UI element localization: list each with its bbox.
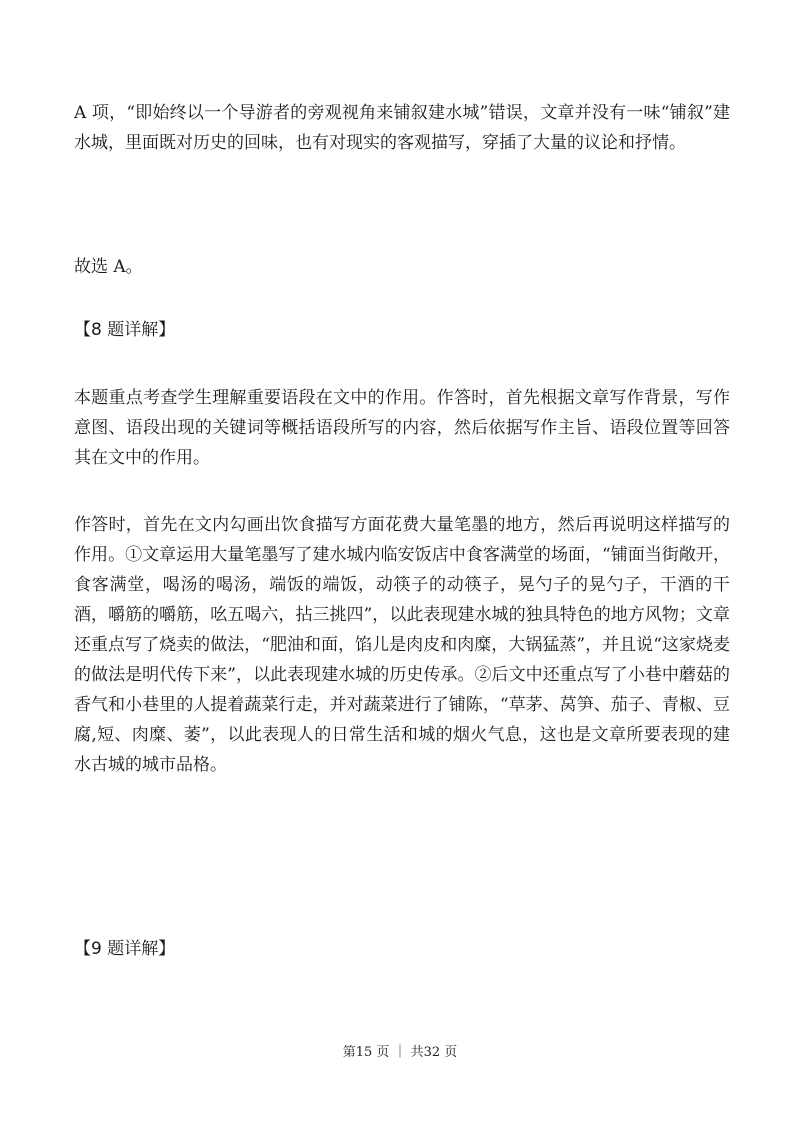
section-heading-q8: 【8 题详解】	[74, 320, 176, 340]
section-heading-q9: 【9 题详解】	[74, 939, 176, 959]
answer-choice: 故选 A。	[74, 257, 143, 277]
page-number: 第15 页 ｜ 共32 页	[342, 1045, 458, 1060]
q8-answer-paragraph: 作答时，首先在文内勾画出饮食描写方面花费大量笔墨的地方，然后再说明这样描写的作用。①文章运用大量笔墨写了建水城内临安饭店中食客满堂的场面，“铺面当街敞开，食客满堂，喝汤的喝汤，端饭的端饭，动筷子的动筷子，晃勺子的晃勺子，干酒的干酒，嚼筋的嚼筋，吆五喝六，拈三挑四”，以此表现建水城的独具特色的地方风物；文章还重点写了烧卖的做法，“肥油和面，馅儿是肉皮和肉糜，大锅猛蒸”，并且说“这家烧麦的做法是明代传下来”，以此表现建水城的历史传承。②后文中还重点写了小巷中蘑菇的香气和小巷里的人提着蔬菜行走，并对蔬菜进行了铺陈，“草茅、莴笋、茄子、青椒、豆腐,短、肉糜、萎”，以此表现人的日常生活和城的烟火气息，这也是文章所要表现的建水古城的城市品格。	[74, 515, 730, 775]
q8-method-paragraph: 本题重点考查学生理解重要语段在文中的作用。作答时，首先根据文章写作背景，写作意图、语段出现的关键词等概括语段所写的内容，然后依据写作主旨、语段位置等回答其在文中的作用。	[74, 388, 730, 468]
page-footer	[0, 1044, 800, 1062]
answer-a-explanation: A 项，“即始终以一个导游者的旁观视角来铺叙建水城”错误，文章并没有一味“铺叙”建水城，里面既对历史的回味，也有对现实的客观描写，穿插了大量的议论和抒情。	[74, 103, 730, 153]
